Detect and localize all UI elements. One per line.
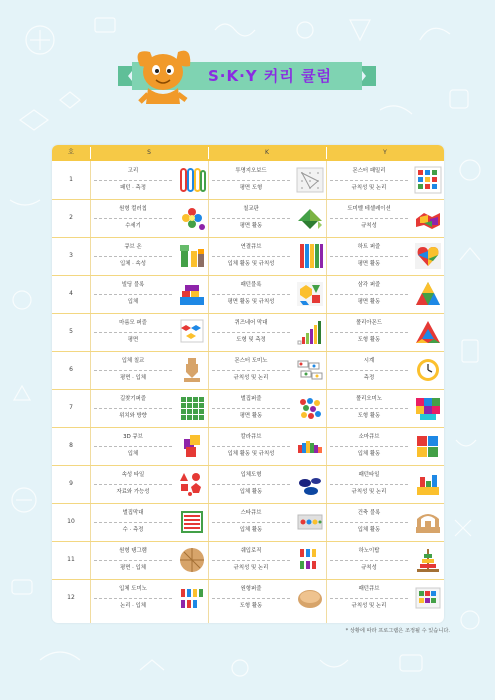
item-title: 원형 컬러칩: [119, 206, 147, 212]
item-topic: 평면 활동: [239, 223, 263, 229]
curriculum-cell: [208, 237, 326, 275]
item-title: 속성 타일: [121, 472, 145, 478]
curriculum-cell: [208, 199, 326, 237]
table-row: [52, 427, 444, 465]
item-topic: 입체 · 속성: [120, 261, 146, 267]
row-divider: [52, 313, 444, 314]
curriculum-cell: [326, 161, 444, 199]
dashed-divider: [330, 180, 408, 181]
item-topic: 입체 활동 및 규칙성: [227, 451, 275, 457]
row-number: 3: [69, 252, 73, 259]
curriculum-cell: [208, 161, 326, 199]
tessellation-icon: [414, 203, 442, 233]
dashed-divider: [330, 522, 408, 523]
row-divider: [52, 237, 444, 238]
dashed-divider: [330, 446, 408, 447]
item-topic: 도형 활동: [357, 337, 381, 343]
row-number: 7: [69, 404, 73, 411]
monster-cards-icon: [414, 165, 442, 195]
triangle-puzzle-icon: [414, 279, 442, 309]
row-number: 2: [69, 214, 73, 221]
item-title: 원형퍼즐: [240, 586, 262, 592]
item-topic: 입체 활동: [357, 451, 381, 457]
row-divider: [52, 275, 444, 276]
curriculum-cell: [326, 275, 444, 313]
item-title: 벌집퍼즐: [240, 396, 262, 402]
table-row: [52, 503, 444, 541]
item-title: 원형 탱그램: [119, 548, 147, 554]
pattern-tiles-icon: [414, 469, 442, 499]
cube-figures-icon: [178, 241, 206, 271]
dashed-divider: [330, 370, 408, 371]
curriculum-cell: [90, 465, 208, 503]
header-no: 호: [68, 149, 74, 156]
item-title: 칼라큐브: [240, 434, 262, 440]
circle-tangram-icon: [178, 545, 206, 575]
dashed-divider: [94, 294, 172, 295]
row-divider: [52, 351, 444, 352]
item-title: 빌딩 블록: [121, 282, 145, 288]
row-number: 12: [67, 594, 75, 601]
header-y: Y: [383, 149, 387, 156]
dashed-divider: [94, 370, 172, 371]
row-number: 5: [69, 328, 73, 335]
curriculum-cell: [326, 313, 444, 351]
dashed-divider: [212, 598, 290, 599]
cuisenaire-rods-icon: [296, 317, 324, 347]
dashed-divider: [330, 560, 408, 561]
item-topic: 규칙성 및 논리: [233, 565, 269, 571]
curriculum-cell: [208, 351, 326, 389]
curriculum-cell: [90, 313, 208, 351]
item-topic: 평면 · 입체: [120, 375, 146, 381]
item-title: 길찾기퍼즐: [119, 396, 147, 402]
item-title: 하노이탑: [358, 548, 380, 554]
item-topic: 입체 활동: [357, 527, 381, 533]
item-topic: 규칙성 및 논리: [351, 489, 387, 495]
curriculum-cell: [90, 579, 208, 617]
item-title: 벌집막대: [122, 510, 144, 516]
pattern-cube-box-icon: [414, 583, 442, 613]
clock-icon: [414, 355, 442, 385]
dashed-divider: [330, 598, 408, 599]
item-topic: 도형 및 측정: [236, 337, 266, 343]
row-number: 11: [67, 556, 75, 563]
item-topic: 규칙성 및 논리: [351, 185, 387, 191]
table-row: [52, 237, 444, 275]
dashed-divider: [94, 256, 172, 257]
grid-puzzle-icon: [178, 393, 206, 423]
shape-logic-icon: [296, 545, 324, 575]
item-topic: 자료와 가능성: [116, 489, 150, 495]
curriculum-cell: [326, 503, 444, 541]
item-title: 건축 블록: [357, 510, 381, 516]
item-title: 쉐입로직: [240, 548, 262, 554]
header-divider: [90, 147, 91, 159]
curriculum-cell: [208, 579, 326, 617]
item-topic: 평면 · 입체: [120, 565, 146, 571]
item-topic: 입체 활동 및 규칙성: [227, 261, 275, 267]
header-s: S: [147, 149, 151, 156]
header-k: K: [265, 149, 269, 156]
polyomino-icon: [414, 393, 442, 423]
row-divider: [52, 541, 444, 542]
item-title: 하트 퍼즐: [357, 244, 381, 250]
flower-chips-icon: [178, 203, 206, 233]
tangram-icon: [296, 203, 324, 233]
item-title: 큐브 온: [124, 244, 142, 250]
item-title: 입체 칠교: [121, 358, 145, 364]
linking-cubes-icon: [296, 241, 324, 271]
dashed-divider: [94, 218, 172, 219]
row-divider: [52, 503, 444, 504]
curriculum-cell: [90, 351, 208, 389]
table-row: [52, 389, 444, 427]
dashed-divider: [212, 484, 290, 485]
dashed-divider: [212, 294, 290, 295]
curriculum-cell: [208, 313, 326, 351]
curriculum-cell: [90, 237, 208, 275]
dashed-divider: [94, 332, 172, 333]
item-title: 삼각 퍼즐: [357, 282, 381, 288]
dashed-divider: [94, 522, 172, 523]
hanoi-tower-icon: [414, 545, 442, 575]
item-title: 투명지오보드: [235, 168, 267, 174]
star-cube-icon: [296, 507, 324, 537]
item-topic: 입체 활동: [239, 489, 263, 495]
dashed-divider: [94, 180, 172, 181]
item-title: 퀴즈네어 막대: [234, 320, 268, 326]
geoboard-icon: [296, 165, 324, 195]
dashed-divider: [212, 446, 290, 447]
table-row: [52, 579, 444, 617]
heart-puzzle-icon: [414, 241, 442, 271]
arch-blocks-icon: [414, 507, 442, 537]
dashed-divider: [94, 484, 172, 485]
table-row: [52, 351, 444, 389]
item-title: 시계: [363, 358, 375, 364]
curriculum-cell: [90, 161, 208, 199]
curriculum-cell: [90, 427, 208, 465]
item-title: 폴리아몬드: [355, 320, 383, 326]
dashed-divider: [330, 332, 408, 333]
attribute-tiles-icon: [178, 469, 206, 499]
dashed-divider: [212, 180, 290, 181]
dashed-divider: [212, 218, 290, 219]
item-topic: 위치와 방향: [119, 413, 147, 419]
dashed-divider: [94, 598, 172, 599]
table-row: [52, 275, 444, 313]
item-topic: 평면 활동: [357, 299, 381, 305]
curriculum-cell: [90, 275, 208, 313]
curriculum-cell: [326, 579, 444, 617]
item-topic: 도형 활동: [357, 413, 381, 419]
item-title: 소마큐브: [358, 434, 380, 440]
dashed-divider: [94, 446, 172, 447]
building-blocks-icon: [178, 279, 206, 309]
dashed-divider: [330, 256, 408, 257]
rhombus-puzzle-icon: [178, 317, 206, 347]
curriculum-cell: [90, 541, 208, 579]
curriculum-cell: [208, 541, 326, 579]
dashed-divider: [330, 484, 408, 485]
curriculum-cell: [326, 465, 444, 503]
item-topic: 입체 활동: [239, 527, 263, 533]
item-title: 패턴큐브: [358, 586, 380, 592]
curriculum-cell: [326, 427, 444, 465]
item-topic: 평면 활동: [239, 413, 263, 419]
item-topic: 평면: [127, 337, 139, 343]
table-row: [52, 199, 444, 237]
item-title: 연결큐브: [240, 244, 262, 250]
item-topic: 수 · 측정: [122, 527, 144, 533]
row-divider: [52, 199, 444, 200]
curriculum-cell: [326, 541, 444, 579]
table-row: [52, 161, 444, 199]
mascot-icon: [132, 44, 194, 108]
item-title: 마름모 퍼즐: [119, 320, 147, 326]
curriculum-cell: [208, 389, 326, 427]
item-topic: 입체: [127, 299, 139, 305]
abacus-icon: [178, 507, 206, 537]
item-topic: 규칙성: [361, 223, 377, 229]
row-divider: [52, 427, 444, 428]
item-topic: 입체: [127, 451, 139, 457]
footnote: * 상황에 따라 프로그램은 조정될 수 있습니다.: [345, 628, 450, 634]
item-title: 칠교판: [243, 206, 259, 212]
3d-shapes-icon: [296, 469, 324, 499]
item-title: 패턴타일: [358, 472, 380, 478]
row-divider: [52, 465, 444, 466]
item-title: 패턴블록: [240, 282, 262, 288]
item-topic: 수세기: [125, 223, 141, 229]
item-title: 스타큐브: [240, 510, 262, 516]
curriculum-cell: [326, 351, 444, 389]
table-row: [52, 313, 444, 351]
color-cubes-icon: [296, 431, 324, 461]
item-title: 도미벨 테셀레이션: [347, 206, 391, 212]
table-row: [52, 465, 444, 503]
item-title: 3D 큐브: [123, 434, 143, 440]
curriculum-cell: [90, 389, 208, 427]
item-topic: 평면 도형: [239, 185, 263, 191]
page-title: S·K·Y 커리 큘럼: [207, 67, 333, 85]
row-number: 10: [67, 518, 75, 525]
row-number: 9: [69, 480, 73, 487]
curriculum-cell: [208, 503, 326, 541]
dashed-divider: [330, 408, 408, 409]
curriculum-cell: [90, 503, 208, 541]
row-divider: [52, 579, 444, 580]
stacking-dominoes-icon: [178, 583, 206, 613]
soma-cube-icon: [414, 431, 442, 461]
curriculum-cell: [208, 465, 326, 503]
header-divider: [208, 147, 209, 159]
pattern-blocks-icon: [296, 279, 324, 309]
wooden-figure-icon: [178, 355, 206, 385]
item-topic: 논리 · 입체: [120, 603, 146, 609]
item-title: 몬스터 패밀리: [352, 168, 386, 174]
curriculum-cell: [326, 199, 444, 237]
dashed-divider: [94, 408, 172, 409]
honeycomb-icon: [296, 393, 324, 423]
dashed-divider: [212, 522, 290, 523]
dashed-divider: [212, 408, 290, 409]
item-topic: 측정: [363, 375, 375, 381]
curriculum-cell: [90, 199, 208, 237]
table-row: [52, 541, 444, 579]
item-title: 입체 도미노: [119, 586, 147, 592]
dashed-divider: [330, 218, 408, 219]
item-topic: 평면 활동: [357, 261, 381, 267]
polyiamond-icon: [414, 317, 442, 347]
table-header: [52, 145, 444, 161]
curriculum-table: [52, 145, 444, 623]
item-topic: 규칙성: [361, 565, 377, 571]
curriculum-cell: [326, 237, 444, 275]
dashed-divider: [212, 560, 290, 561]
curriculum-cell: [208, 427, 326, 465]
circle-puzzle-icon: [296, 583, 324, 613]
3d-cube-icon: [178, 431, 206, 461]
dashed-divider: [212, 256, 290, 257]
item-topic: 평면 활동 및 규칙성: [227, 299, 275, 305]
item-title: 고리: [127, 168, 139, 174]
row-number: 1: [69, 176, 73, 183]
item-title: 몬스터 도미노: [234, 358, 268, 364]
item-title: 입체도형: [240, 472, 262, 478]
row-number: 6: [69, 366, 73, 373]
row-divider: [52, 389, 444, 390]
row-number: 4: [69, 290, 73, 297]
item-topic: 도형 활동: [239, 603, 263, 609]
dashed-divider: [212, 370, 290, 371]
item-topic: 규칙성 및 논리: [351, 603, 387, 609]
dashed-divider: [94, 560, 172, 561]
curriculum-cell: [326, 389, 444, 427]
item-topic: 규칙성 및 논리: [233, 375, 269, 381]
dashed-divider: [212, 332, 290, 333]
header-divider: [326, 147, 327, 159]
dashed-divider: [330, 294, 408, 295]
paperclips-icon: [178, 165, 206, 195]
item-topic: 패턴 · 측정: [120, 185, 146, 191]
curriculum-cell: [208, 275, 326, 313]
row-number: 8: [69, 442, 73, 449]
domino-icon: [296, 355, 324, 385]
item-title: 폴리오미노: [355, 396, 383, 402]
